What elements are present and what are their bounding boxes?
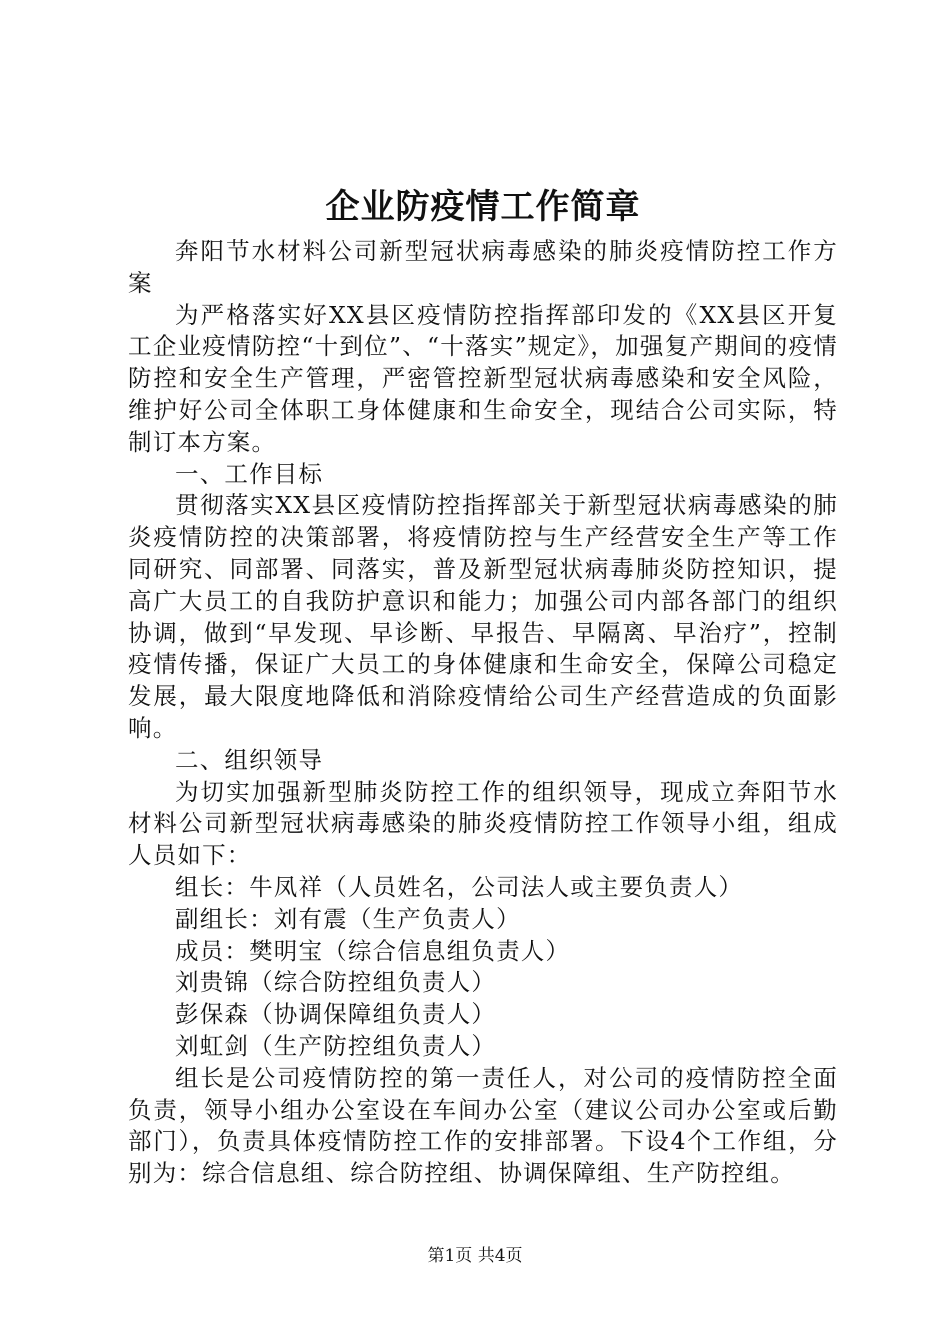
paragraph-responsibility: 组长是公司疫情防控的第一责任人，对公司的疫情防控全面负责，领导小组办公室设在车间办公室（建议公司办公室或后勤部门），负责具体疫情防控工作的安排部署。下设4个工作组，分别为：综合信息组、综合防控组、协调保障组、生产防控组。 bbox=[128, 1063, 838, 1188]
document-title: 企业防疫情工作简章 bbox=[325, 187, 641, 227]
paragraph-leadership: 为切实加强新型肺炎防控工作的组织领导，现成立奔阳节水材料公司新型冠状病毒感染的肺炎疫情防控工作领导小组，组成人员如下： bbox=[128, 777, 838, 870]
member-prevention-group: 刘贵锦（综合防控组负责人） bbox=[175, 968, 497, 997]
member-info-group: 成员：樊明宝（综合信息组负责人） bbox=[175, 936, 571, 965]
paragraph-intro: 为严格落实好XX县区疫情防控指挥部印发的《XX县区开复工企业疫情防控“十到位”、“十落实”规定》，加强复产期间的疫情防控和安全生产管理，严密管控新型冠状病毒感染和安全风险，维护好公司全体职工身体健康和生命安全，现结合公司实际，特制订本方案。 bbox=[128, 300, 838, 456]
section-heading-leadership: 二、组织领导 bbox=[175, 745, 324, 774]
member-coordination-group: 彭保森（协调保障组负责人） bbox=[175, 1000, 497, 1029]
section-heading-goals: 一、工作目标 bbox=[175, 459, 324, 488]
member-leader: 组长：牛凤祥（人员姓名，公司法人或主要负责人） bbox=[175, 872, 744, 901]
member-production-group: 刘虹剑（生产防控组负责人） bbox=[175, 1031, 497, 1060]
page-number-footer: 第1页 共4页 bbox=[427, 1246, 523, 1266]
document-body bbox=[128, 236, 838, 1190]
member-deputy-leader: 副组长：刘有震（生产负责人） bbox=[175, 904, 521, 933]
paragraph-goals: 贯彻落实XX县区疫情防控指挥部关于新型冠状病毒感染的肺炎疫情防控的决策部署，将疫情防控与生产经营安全生产等工作同研究、同部署、同落实，普及新型冠状病毒肺炎防控知识，提高广大员工的自我防护意识和能力；加强公司内部各部门的组织协调，做到“早发现、早诊断、早报告、早隔离、早治疗”，控制疫情传播，保证广大员工的身体健康和生命安全，保障公司稳定发展，最大限度地降低和消除疫情给公司生产经营造成的负面影响。 bbox=[128, 491, 838, 742]
paragraph-plan-heading: 奔阳节水材料公司新型冠状病毒感染的肺炎疫情防控工作方案 bbox=[128, 237, 838, 297]
